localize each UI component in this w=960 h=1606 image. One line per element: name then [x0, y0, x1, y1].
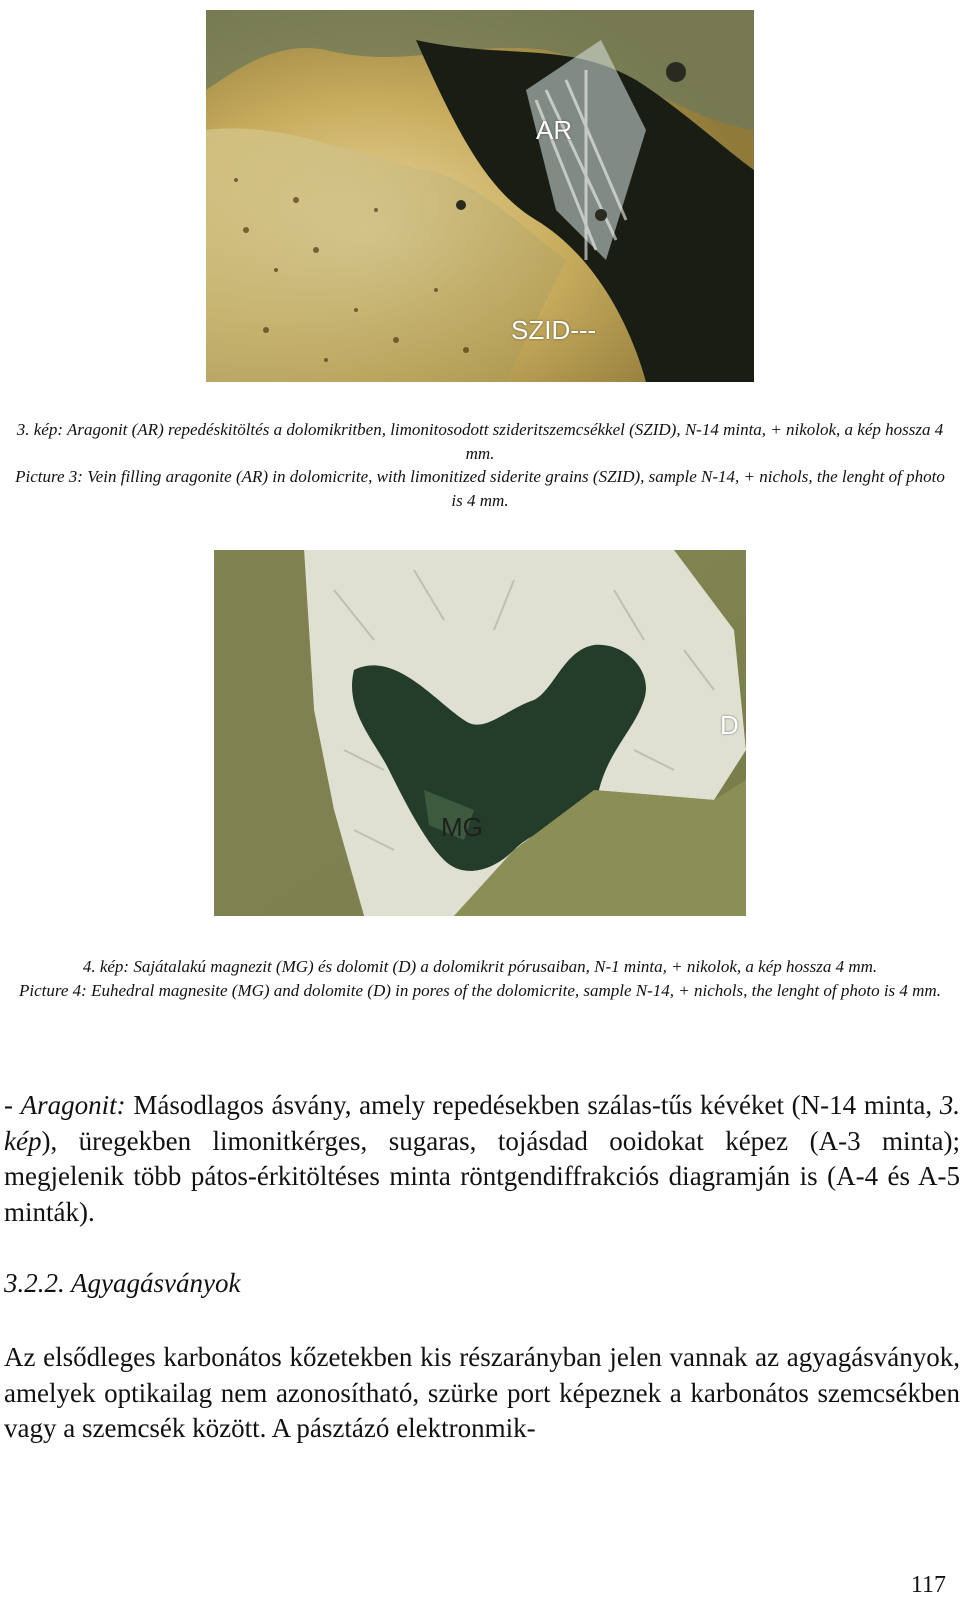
photo-aragonite-vein — [206, 10, 754, 382]
label-szid: SZID--- — [511, 315, 597, 345]
photo-magnesite-dolomite — [214, 550, 746, 916]
term-aragonit: Aragonit: — [20, 1090, 126, 1120]
micrograph-image-4 — [214, 550, 746, 916]
caption-3-english: Picture 3: Vein filling aragonite (AR) in dolomicrite, with limonitized siderite grains (SZID), sample N-14, + nichols, the lenght of photo is 4 mm. — [15, 467, 945, 510]
paragraph-aragonite — [4, 1088, 960, 1230]
label-d: D — [720, 710, 739, 740]
paragraph-clay-text: Az elsődleges karbonátos kőzetekben kis részarányban jelen vannak az agyagásványok, amelyek optikailag nem azonosítható, szürke port képeznek a karbonátos szemcsékben vagy a szemcsék között. A pásztázó elektronmik- — [4, 1342, 960, 1443]
micrograph-image-3 — [206, 10, 754, 382]
list-dash: - — [4, 1090, 21, 1120]
text-part-1: Másodlagos ásvány, amely repedésekben szálas-tűs kévéket (N-14 minta, — [125, 1090, 940, 1120]
caption-picture-4 — [8, 955, 952, 1002]
figure-reference: 3. kép — [4, 1090, 960, 1156]
caption-4-english: Picture 4: Euhedral magnesite (MG) and dolomite (D) in pores of the dolomicrite, sample N-14, + nichols, the lenght of photo is 4 mm. — [19, 980, 941, 1000]
caption-3-hungarian: 3. kép: Aragonit (AR) repedéskitöltés a dolomikritben, limonitosodott szideritszemcsékkel (SZID), N-14 minta, + nikolok, a kép hossza 4 mm. — [16, 420, 944, 463]
caption-picture-3 — [8, 418, 952, 512]
label-ar: AR — [536, 115, 573, 145]
label-mg: MG — [441, 812, 483, 842]
caption-4-hungarian: 4. kép: Sajátalakú magnezit (MG) és dolomit (D) a dolomikrit pórusaiban, N-1 minta, + nikolok, a kép hossza 4 mm. — [82, 957, 878, 976]
page-number: 117 — [910, 1572, 946, 1598]
section-heading: 3.2.2. Agyagásványok — [4, 1268, 241, 1298]
text-part-2: ), üregekben limonitkérges, sugaras, tojásdad ooidokat képez (A-3 minta); megjelenik több pátos-érkitöltéses minta röntgendiffrakciós diagramján is (A-4 és A-5 minták). — [4, 1125, 960, 1227]
paragraph-clay-minerals — [4, 1340, 960, 1447]
paragraph-aragonite-text — [4, 1088, 960, 1230]
